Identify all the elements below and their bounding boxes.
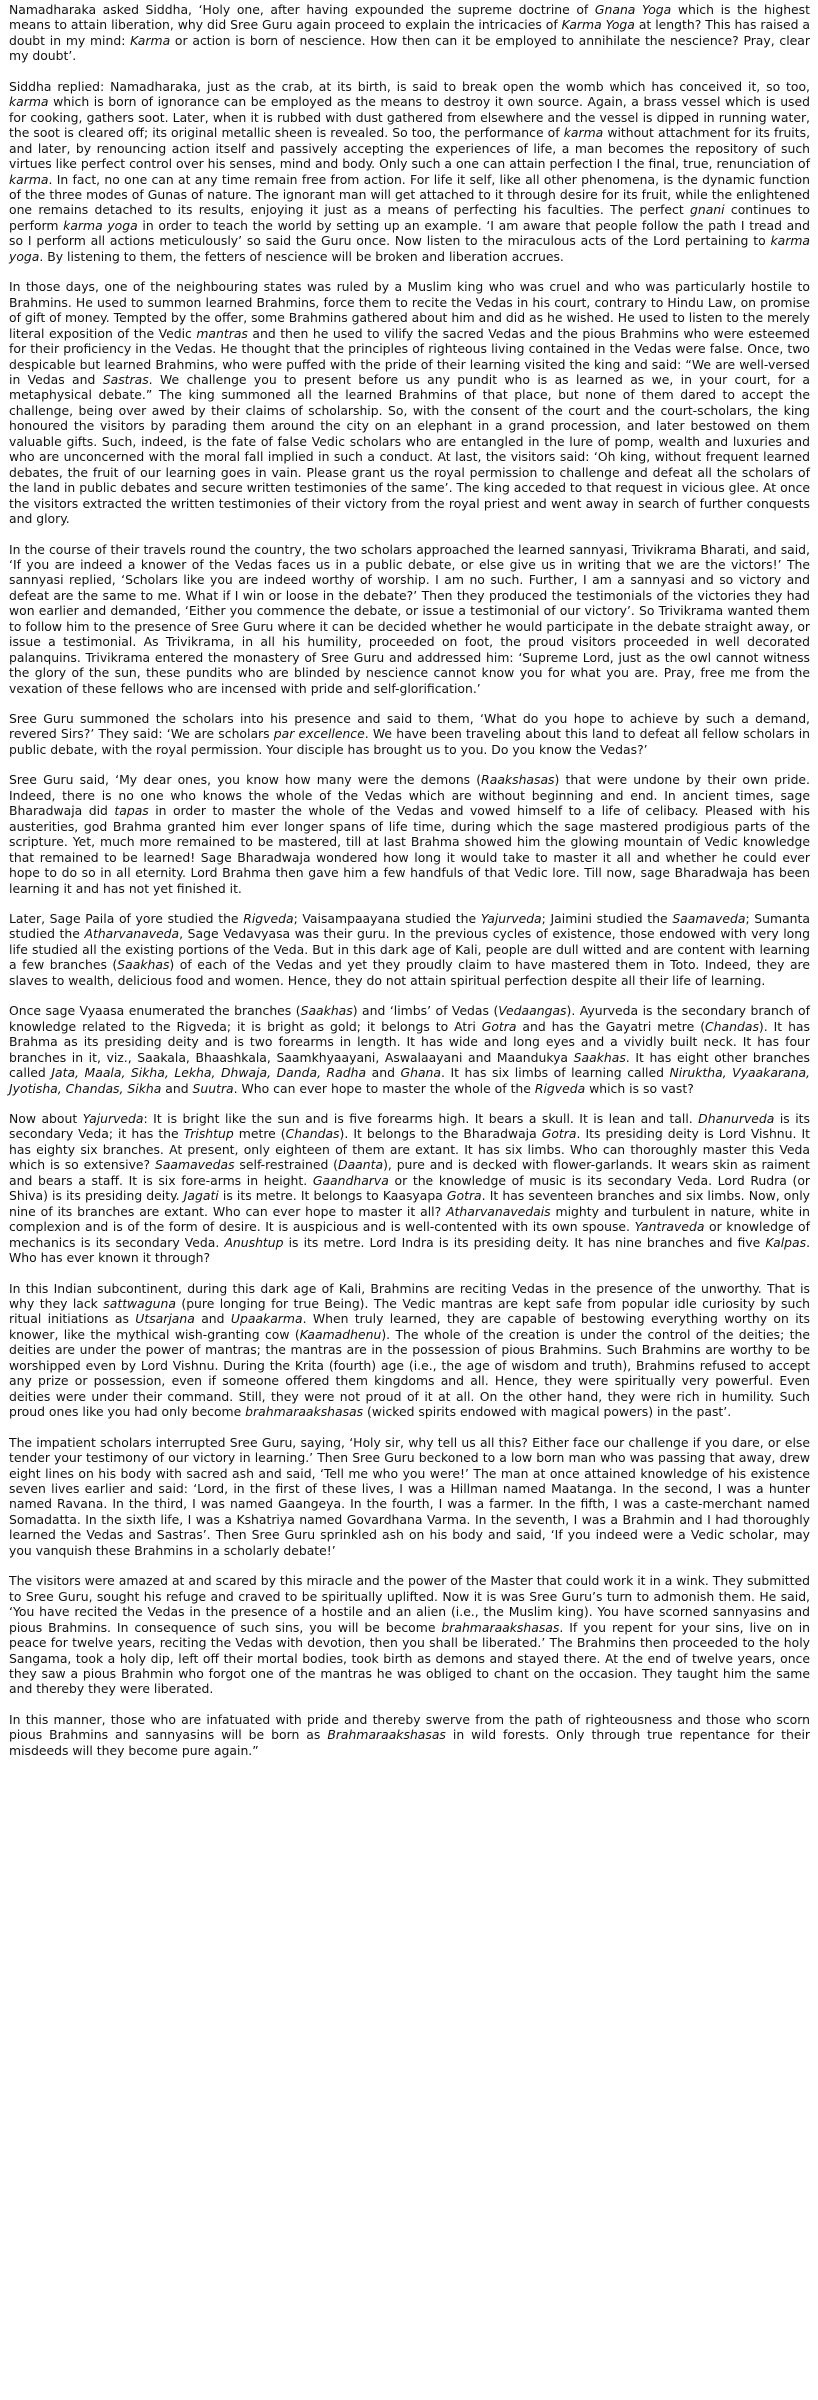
italic-term: Raakshasas	[481, 772, 555, 788]
italic-term: karma	[9, 171, 49, 187]
italic-term: mantras	[196, 325, 248, 341]
italic-term: Yajurveda	[480, 911, 542, 927]
italic-term: Chandas	[285, 1126, 340, 1142]
italic-term: Brahmaraakshasas	[327, 1727, 446, 1743]
italic-term: Gaandharva	[312, 1172, 389, 1188]
italic-term: Dhanurveda	[698, 1111, 775, 1126]
italic-term: sattwaguna	[103, 1295, 176, 1311]
italic-term: Yantraveda	[634, 1219, 705, 1235]
paragraph: The visitors were amazed at and scared by this miracle and the power of the Master that could work it in a wink. They submitted to Sree Guru, sought his refuge and craved to be spiritually uplifted. Now it is was Sree Guru’s turn to admonish them. He said, ‘You have recited the Vedas in the presence of a hostile and an alien (i.e., the Muslim king). You have scorned sannyasins and pious Brahmins. In consequence of such sins, you will be become brahmaraakshasas. If you repent for your sins, live on in peace for twelve years, reciting the Vedas with devotion, then you shall be liberated.’ The Brahmins then proceeded to the holy Sangama, took a holy dip, left off their mortal bodies, took birth as demons and stayed there. At the end of twelve years, once they saw a pious Brahmin who forgot one of the mantras he was obliged to chant on the occasion. They taught him the same and thereby they were liberated.	[9, 1573, 810, 1697]
italic-term: Sastras	[102, 371, 149, 387]
italic-term: Daanta	[338, 1157, 384, 1173]
italic-term: Yajurveda	[82, 1111, 144, 1126]
italic-term: Upaakarma	[230, 1311, 303, 1327]
italic-term: Atharvanavedais	[446, 1203, 551, 1219]
italic-term: Kalpas	[765, 1234, 807, 1250]
paragraph: In this Indian subcontinent, during this dark age of Kali, Brahmins are reciting Vedas in the presence of the unworthy. That is why they lack sattwaguna (pure longing for true Being). The Vedic mantras are kept safe from popular idle curiosity by such ritual initiations as Utsarjana and Upaakarma. When truly learned, they are capable of bestowing everything worthy on its knower, like the mythical wish-granting cow (Kaamadhenu). The whole of the creation is under the control of the deities; the deities are under the power of mantras; the mantras are in the possession of pious Brahmins. Such Brahmins are worthy to be worshipped even by Lord Vishnu. During the Krita (fourth) age (i.e., the age of wisdom and truth), Brahmins refused to accept any prize or possession, even if someone offered them kingdoms and all. Hence, they were spiritually very powerful. Even deities were under their command. Still, they were not proud of it at all. On the other hand, they were rich in humility. Such proud ones like you had only become brahmaraakshasas (wicked spirits endowed with magical powers) in the past’.	[9, 1280, 810, 1420]
italic-term: tapas	[114, 803, 149, 819]
italic-term: gnani	[690, 202, 725, 218]
italic-term: brahmaraakshasas	[441, 1619, 560, 1635]
italic-term: Karma Yoga	[561, 17, 635, 33]
italic-term: Saakhas	[573, 1049, 626, 1065]
italic-term: karma	[9, 94, 49, 110]
paragraph: Later, Sage Paila of yore studied the Rigveda; Vaisampaayana studied the Yajurveda; Jaimini studied the Saamaveda; Sumanta studied the Atharvanaveda, Sage Vedavyasa was their guru. In the previous cycles of existence, those endowed with very long life studied all the existing portions of the Veda. But in this dark age of Kali, people are dull witted and are content with learning a few branches (Saakhas) of each of the Vedas and yet they proudly claim to have mastered them in Toto. Indeed, they are slaves to wealth, delicious food and women. Hence, they do not attain spiritual perfection despite all their life of learning.	[9, 911, 810, 988]
paragraph: Namadharaka asked Siddha, ‘Holy one, after having expounded the supreme doctrine of Gnana Yoga which is the highest means to attain liberation, why did Sree Guru again proceed to explain the intricacies of Karma Yoga at length? This has raised a doubt in my mind: Karma or action is born of nescience. How then can it be employed to annihilate the nescience? Pray, clear my doubt’.	[9, 2, 810, 64]
italic-term: Jata, Maala, Sikha, Lekha, Dhwaja, Danda, Radha	[51, 1065, 367, 1081]
italic-term: Jagati	[183, 1188, 219, 1204]
italic-term: Anushtup	[224, 1234, 284, 1250]
italic-term: Niruktha, Vyaakarana, Jyotisha, Chandas, Sikha	[9, 1065, 810, 1096]
paragraph: Once sage Vyaasa enumerated the branches (Saakhas) and ‘limbs’ of Vedas (Vedaangas). Ayurveda is the secondary branch of knowledge related to the Rigveda; it is bright as gold; it belongs to Atri Gotra and has the Gayatri metre (Chandas). It has Brahma as its presiding deity and is two forearms in length. It has wide and long eyes and a vividly built neck. It has four branches in it, viz., Saakala, Bhaashkala, Saamkhyaayani, Aswalaayani and Maandukya Saakhas. It has eight other branches called Jata, Maala, Sikha, Lekha, Dhwaja, Danda, Radha and Ghana. It has six limbs of learning called Niruktha, Vyaakarana, Jyotisha, Chandas, Sikha and Suutra. Who can ever hope to master the whole of the Rigveda which is so vast?	[9, 1003, 810, 1096]
italic-term: Saakhas	[117, 957, 170, 973]
italic-term: Gnana Yoga	[594, 2, 672, 17]
italic-term: Rigveda	[243, 911, 294, 927]
italic-term: Saakhas	[300, 1003, 353, 1019]
italic-term: Trishtup	[183, 1126, 234, 1142]
paragraph: In this manner, those who are infatuated with pride and thereby swerve from the path of righteousness and those who scorn pious Brahmins and sannyasins will be born as Brahmaraakshasas in wild forests. Only through true repentance for their misdeeds will they become pure again.”	[9, 1711, 810, 1758]
italic-term: Vedaangas	[498, 1003, 567, 1019]
paragraph: The impatient scholars interrupted Sree Guru, saying, ‘Holy sir, why tell us all this? Either face our challenge if you dare, or else tender your testimony of our victory in learning.’ Then Sree Guru beckoned to a low born man who was passing that away, drew eight lines on his body with sacred ash and said, ‘Tell me who you were!’ The man at once attained knowledge of his existence seven lives earlier and said: ‘Lord, in the first of these lives, I was a Hillman named Maatanga. In the second, I was a hunter named Ravana. In the third, I was named Gaangeya. In the fourth, I was a farmer. In the fifth, I was a caste-merchant named Somadatta. In the sixth life, I was a Kshatriya named Govardhana Varma. In the seventh, I was a Brahmin and I had thoroughly learned the Vedas and Sastras’. Then Sree Guru sprinkled ash on his body and said, ‘If you indeed were a Vedic scholar, may you vanquish these Brahmins in a scholarly debate!’	[9, 1434, 810, 1558]
italic-term: karma yoga	[9, 233, 810, 264]
italic-term: Saamavedas	[154, 1157, 235, 1173]
italic-term: par excellence	[273, 726, 365, 742]
italic-term: Ghana	[400, 1065, 441, 1081]
italic-term: brahmaraakshasas	[245, 1404, 364, 1420]
italic-term: Gotra	[541, 1126, 577, 1142]
italic-term: Saamaveda	[672, 911, 746, 927]
italic-term: Utsarjana	[135, 1311, 195, 1327]
paragraph: In the course of their travels round the country, the two scholars approached the learned sannyasi, Trivikrama Bharati, and said, ‘If you are indeed a knower of the Vedas faces us in a public debate, or else give us in writing that we are the victors!’ The sannyasi replied, ‘Scholars like you are indeed worthy of worship. I am no such. Further, I am a sannyasi and so victory and defeat are the same to me. What if I win or loose in the debate?’ Then they produced the testimonials of the victories they had won earlier and demanded, ‘Either you commence the debate, or issue a testimonial of our victory’. So Trivikrama wanted them to follow him to the presence of Sree Guru where it can be decided whether he would participate in the debate straight away, or issue a testimonial. As Trivikrama, in all his humility, proceeded on foot, the proud visitors proceeded in well decorated palanquins. Trivikrama entered the monastery of Sree Guru and addressed him: ‘Supreme Lord, just as the owl cannot witness the glory of the sun, these pundits who are blinded by nescience cannot know you for what you are. Pray, free me from the vexation of these fellows who are incensed with pride and self-glorification.’	[9, 541, 810, 696]
paragraph: Sree Guru said, ‘My dear ones, you know how many were the demons (Raakshasas) that were undone by their own pride. Indeed, there is no one who knows the whole of the Vedas which are without beginning and end. In ancient times, sage Bharadwaja did tapas in order to master the whole of the Vedas and vowed himself to a life of celibacy. Pleased with his austerities, god Brahma granted him ever longer spans of life time, during which the sage mastered prodigious parts of the scripture. Yet, much more remained to be mastered, till at last Brahma showed him the glowing mountain of Vedic knowledge that remained to be learned! Sage Bharadwaja wondered how long it would take to master it all and whether he could ever hope to do so in all eternity. Lord Brahma then gave him a few handfuls of that Vedic lore. Till now, sage Bharadwaja has been learning it and has not yet finished it.	[9, 772, 811, 896]
paragraph: Siddha replied: Namadharaka, just as the crab, at its birth, is said to break open the womb which has conceived it, so too, karma which is born of ignorance can be employed as the means to destroy it own source. Again, a brass vessel which is used for cooking, gathers soot. Later, when it is rubbed with dust gathered from elsewhere and the vessel is dipped in running water, the soot is cleared off; its original metallic sheen is revealed. So too, the performance of karma without attachment for its fruits, and later, by renouncing action itself and passively accepting the experiences of life, a man becomes the repository of such virtues like perfect control over his senses, mind and body. Only such a one can attain perfection I the final, true, renunciation of karma. In fact, no one can at any time remain free from action. For life it self, like all other phenomena, is the dynamic function of the three modes of Gunas of nature. The ignorant man will get attached to it through desire for its fruit, while the enlightened one remains detached to its results, enjoying it just as a means of perfecting his faculties. The perfect gnani continues to perform karma yoga in order to teach the world by setting up an example. ‘I am aware that people follow the path I tread and so I perform all actions meticulously’ so said the Guru once. Now listen to the miraculous acts of the Lord pertaining to karma yoga. By listening to them, the fetters of nescience will be broken and liberation accrues.	[9, 78, 811, 264]
italic-term: Suutra	[192, 1080, 234, 1096]
italic-term: Chandas	[705, 1018, 759, 1034]
italic-term: Karma	[130, 32, 171, 48]
italic-term: Gotra	[481, 1018, 517, 1034]
italic-term: Rigveda	[534, 1080, 586, 1096]
italic-term: Gotra	[446, 1188, 482, 1204]
paragraph: In those days, one of the neighbouring states was ruled by a Muslim king who was cruel and who was particularly hostile to Brahmins. He used to summon learned Brahmins, force them to recite the Vedas in his court, contrary to Hindu Law, on promise of gift of money. Tempted by the offer, some Brahmins gathered about him and did as he wished. He used to listen to the merely literal exposition of the Vedic mantras and then he used to vilify the sacred Vedas and the pious Brahmins who were esteemed for their proficiency in the Vedas. He thought that the principles of righteous living contained in the Vedas were false. Once, two despicable but learned Brahmins, who were puffed with the pride of their learning visited the king and said: “We are well-versed in Vedas and Sastras. We challenge you to present before us any pundit who is as learned as we, in your court, for a metaphysical debate.” The king summoned all the learned Brahmins of that place, but none of them dared to accept the challenge, being over awed by their claims of scholarship. So, with the consent of the court and the court-scholars, the king honoured the visitors by parading them around the city on an elephant in a grand procession, and later bestowed on them valuable gifts. Such, indeed, is the fate of false Vedic scholars who are entangled in the lure of pomp, wealth and luxuries and who are unconcerned with the moral fall implied in such a conduct. At last, the visitors said: ‘Oh king, without frequent learned debates, the fruit of our learning goes in vain. Please grant us the royal permission to challenge and defeat all the scholars of the land in public debates and secure written testimonies of the same’. The king acceded to that request in vicious glee. At once the visitors extracted the written testimonies of their victory from the royal priest and went away in search of further conquests and glory.	[9, 279, 811, 527]
paragraph: Now about Yajurveda: It is bright like the sun and is five forearms high. It bears a skull. It is lean and tall. Dhanurveda is its secondary Veda; it has the Trishtup metre (Chandas). It belongs to the Bharadwaja Gotra. Its presiding deity is Lord Vishnu. It has eighty six branches. At present, only eighteen of them are extant. It has six limbs. Who can thoroughly master this Veda which is so extensive? Saamavedas self-restrained (Daanta), pure and is decked with flower-garlands. It wears skin as raiment and bears a staff. It is six fore-arms in height. Gaandharva or the knowledge of music is its secondary Veda. Lord Rudra (or Shiva) is its presiding deity. Jagati is its metre. It belongs to Kaasyapa Gotra. It has seventeen branches and six limbs. Now, only nine of its branches are extant. Who can ever hope to master it all? Atharvanavedais mighty and turbulent in nature, white in complexion and is of the form of desire. It is auspicious and is well-contented with its own spouse. Yantraveda or knowledge of mechanics is its secondary Veda. Anushtup is its metre. Lord Indra is its presiding deity. It has nine branches and five Kalpas. Who has ever known it through?	[9, 1111, 811, 1266]
italic-term: karma	[563, 125, 604, 141]
italic-term: Atharvanaveda	[84, 926, 180, 942]
paragraph: Sree Guru summoned the scholars into his presence and said to them, ‘What do you hope to achieve by such a demand, revered Sirs?’ They said: ‘We are scholars par excellence. We have been traveling about this land to defeat all fellow scholars in public debate, with the royal permission. Your disciple has brought us to you. Do you know the Vedas?’	[9, 711, 810, 757]
italic-term: Kaamadhenu	[299, 1326, 382, 1342]
italic-term: karma yoga	[63, 217, 138, 233]
